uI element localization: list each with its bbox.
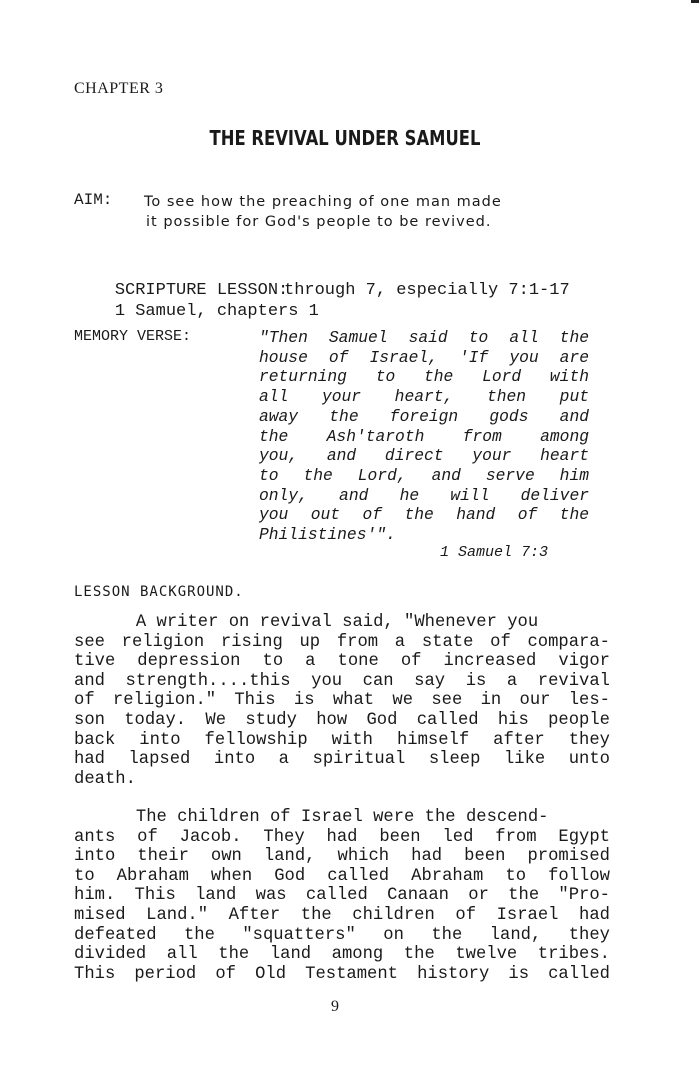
text-line: divided all the land among the twelve tribes. — [74, 945, 610, 965]
text-line: to Abraham when God called Abraham to follow — [74, 866, 610, 886]
scripture-line: 1 Samuel, chapters 1 — [114, 302, 319, 321]
aim-line: To see how the preaching of one man made — [144, 194, 502, 210]
text-line: This period of Old Testament history is called — [74, 964, 610, 984]
verse-line: "Then Samuel said to all the — [259, 328, 589, 347]
verse-line: to the Lord, and serve him — [259, 465, 589, 485]
verse-line: you out of the hand of the — [259, 505, 589, 525]
text-line: death. — [74, 769, 136, 789]
text-line: and strength....this you can say is a revival — [74, 671, 610, 691]
text-line: of religion." This is what we see in our les- — [74, 691, 610, 711]
verse-line: Philistines'". — [259, 525, 396, 545]
aim-text — [144, 192, 614, 232]
text-line: mised Land." After the children of Israel had — [74, 905, 610, 925]
background-paragraph-2 — [74, 808, 610, 984]
scan-mark — [691, 0, 699, 3]
page-title: THE REVIVAL UNDER SAMUEL — [209, 126, 481, 150]
text-line: into their own land, which had been promised — [74, 847, 610, 867]
verse-line: away the foreign gods and — [259, 406, 589, 426]
memory-verse-text — [259, 328, 589, 545]
aim-label: AIM: — [74, 191, 113, 209]
text-line: back into fellowship with himself after they — [74, 730, 610, 750]
background-paragraph-1 — [74, 613, 610, 789]
text-line: ants of Jacob. They had been led from Egypt — [74, 827, 610, 847]
verse-line: house of Israel, 'If you are — [259, 347, 589, 367]
verse-reference: 1 Samuel 7:3 — [440, 544, 549, 561]
verse-line: only, and he will deliver — [259, 485, 589, 505]
memory-verse-label: MEMORY VERSE: — [74, 328, 192, 345]
chapter-heading: CHAPTER 3 — [74, 80, 164, 97]
text-line: tive depression to a tone of increased vigor — [74, 652, 610, 672]
verse-line: all your heart, then put — [259, 387, 589, 407]
text-line: son today. We study how God called his people — [74, 710, 610, 730]
text-line: defeated the "squatters" on the land, they — [74, 925, 610, 945]
lesson-background-label: LESSON BACKGROUND. — [74, 584, 244, 600]
verse-line: you, and direct your heart — [259, 446, 589, 466]
text-line: see religion rising up from a state of compara- — [74, 632, 610, 652]
text-line: him. This land was called Canaan or the "Pro- — [74, 886, 610, 906]
text-line: had lapsed into a spiritual sleep like unto — [74, 750, 610, 770]
verse-line: the Ash'taroth from among — [259, 426, 589, 446]
aim-line: it possible for God's people to be revived. — [146, 214, 492, 230]
text-line: The children of Israel were the descend- — [74, 808, 549, 827]
scripture-line: through 7, especially 7:1-17 — [284, 281, 570, 300]
page-number: 9 — [331, 998, 339, 1015]
text-line: A writer on revival said, "Whenever you — [74, 613, 539, 632]
verse-line: returning to the Lord with — [259, 367, 589, 387]
scripture-label: SCRIPTURE LESSON: — [114, 281, 289, 300]
